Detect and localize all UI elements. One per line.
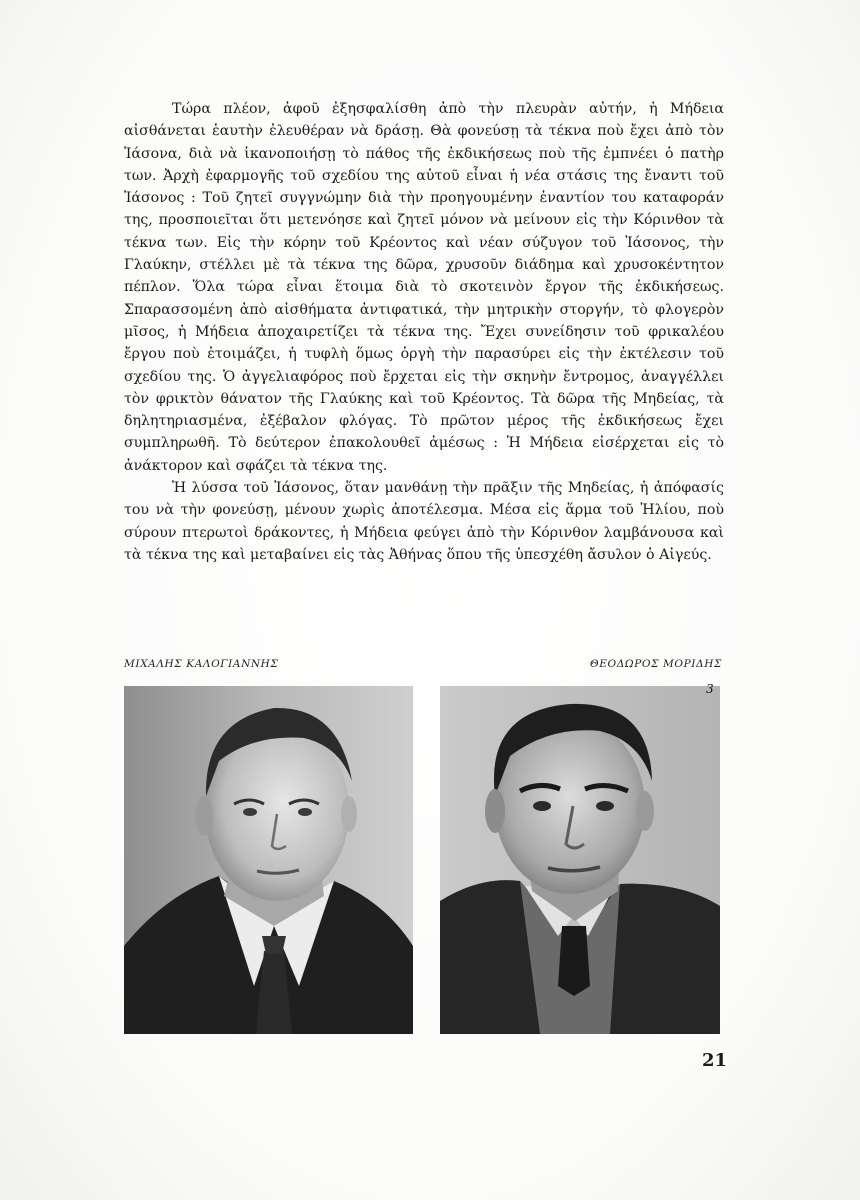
paragraph-1: Τώρα πλέον, ἀφοῦ ἐξησφαλίσθη ἀπὸ τὴν πλευρὰν αὐτήν, ἡ Μήδεια αἰσθάνεται ἑαυτὴν ἐλευθέραν νὰ δράσῃ. Θὰ φονεύσῃ τὰ τέκνα ποὺ ἔχει ἀπὸ τὸν Ἰάσονα, διὰ νὰ ἱκανοποιήσῃ τὸ πάθος τῆς ἐκδικήσεως ποὺ τῆς ἐμπνέει ὁ πατὴρ των. Ἀρχὴ ἐφαρμογῆς τοῦ σχεδίου της αὐτοῦ εἶναι ἡ νέα στάσις της ἔναντι τοῦ Ἰάσονος : Τοῦ ζητεῖ συγγνώμην διὰ τὴν προηγουμένην ἐναντίον του καταφοράν της, προσποιεῖται ὅτι μετενόησε καὶ ζητεῖ μόνον νὰ μείνουν εἰς τὴν Κόρινθον τὰ τέκνα των. Εἰς τὴν κόρην τοῦ Κρέοντος καὶ νέαν σύζυγον τοῦ Ἰάσονος, τὴν Γλαύκην, στέλλει μὲ τὰ τέκνα της δῶρα, χρυσοῦν διάδημα καὶ χρυσοκέντητον πέπλον. Ὅλα τώρα εἶναι ἕτοιμα διὰ τὸ σκοτεινὸν ἔργον τῆς ἐκδικήσεως. Σπαρασσομένη ἀπὸ αἰσθήματα ἀντιφατικά, τὴν μητρικὴν στοργήν, τὸ φλογερὸν μῖσος, ἡ Μήδεια ἀποχαιρετίζει τὰ τέκνα της. Ἔχει συνείδησιν τοῦ φρικαλέου ἔργου ποὺ ἑτοιμάζει, ἡ τυφλὴ ὅμως ὀργὴ τὴν παρασύρει εἰς τὴν ἐκτέλεσιν τοῦ σχεδίου της. Ὁ ἀγγελιαφόρος ποὺ ἔρχεται εἰς τὴν σκηνὴν ἔντρομος, ἀναγγέλλει τὸν φρικτὸν θάνατον τῆς Γλαύκης καὶ τοῦ Κρέοντος. Τὰ δῶρα τῆς Μηδείας, τὰ δηλητηριασμένα, ἐξέβαλον φλόγας. Τὸ πρῶτον μέρος τῆς ἐκδικήσεως ἔχει συμπληρωθῆ. Τὸ δεύτερον ἐπακολουθεῖ ἀμέσως : Ἡ Μήδεια εἰσέρχεται εἰς τὸ ἀνάκτορον καὶ σφάζει τὰ τέκνα της.	[124, 101, 724, 474]
portrait-photo-right	[440, 686, 720, 1034]
caption-right: ΘΕΟΔΩΡΟΣ ΜΟΡΙΔΗΣ	[590, 658, 722, 670]
page-number: 21	[702, 1050, 728, 1071]
portrait-photo-left	[124, 686, 413, 1034]
plate-number: 3	[706, 682, 714, 696]
paragraph-2: Ἡ λύσσα τοῦ Ἰάσονος, ὅταν μανθάνῃ τὴν πρᾶξιν τῆς Μηδείας, ἡ ἀπόφασίς του νὰ τὴν φονεύσῃ, μένουν χωρὶς ἀποτέλεσμα. Μέσα εἰς ἅρμα τοῦ Ἡλίου, ποὺ σύρουν πτερωτοὶ δράκοντες, ἡ Μήδεια φεύγει ἀπὸ τὴν Κόρινθον λαμβάνουσα καὶ τὰ τέκνα της καὶ μεταβαίνει εἰς τὰς Ἀθήνας ὅπου τῆς ὑπεσχέθη ἄσυλον ὁ Αἰγεύς.	[124, 480, 724, 563]
caption-left: ΜΙΧΑΛΗΣ ΚΑΛΟΓΙΑΝΝΗΣ	[124, 658, 279, 670]
article-body	[124, 98, 724, 566]
